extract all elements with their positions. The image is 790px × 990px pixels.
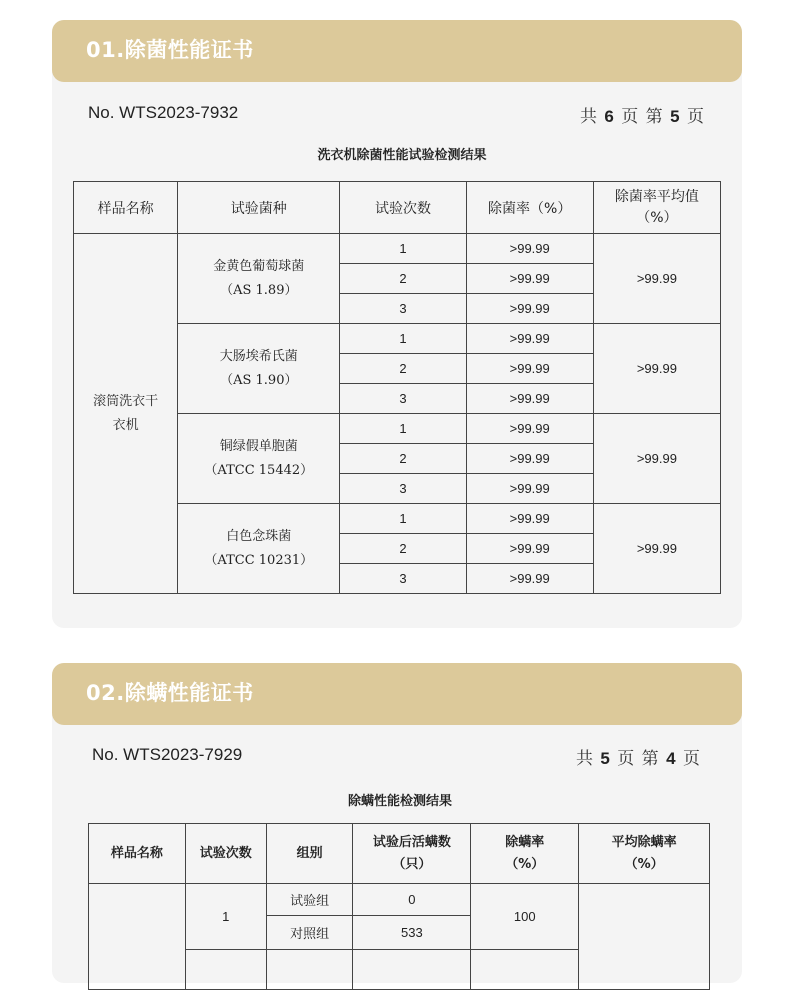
- antibacterial-results-table: [73, 181, 721, 594]
- rate-value: >99.99: [466, 504, 593, 534]
- sample-name-cell: [89, 884, 186, 990]
- header-trial-count: 试验次数: [185, 824, 266, 884]
- mite-removal-rate: [471, 950, 579, 990]
- rate-value: >99.99: [466, 414, 593, 444]
- document-number: No. WTS2023-7932: [88, 103, 239, 122]
- group-name: [266, 950, 353, 990]
- rate-value: >99.99: [466, 324, 593, 354]
- avg-rate-value: >99.99: [593, 324, 720, 414]
- table-header-row: [89, 824, 710, 884]
- table-header-row: [74, 182, 721, 234]
- section-title: 01.除菌性能证书: [86, 38, 254, 62]
- group-name: 试验组: [266, 884, 353, 916]
- header-mite-removal-rate: [471, 824, 579, 884]
- anti-mite-certificate-card: [52, 663, 742, 983]
- strain-cell: [178, 234, 340, 324]
- sample-name-cell: [74, 234, 178, 594]
- strain-code: （ATCC 15442）: [204, 462, 314, 478]
- page-mid: 页 第: [621, 107, 664, 127]
- anti-mite-results-table: [88, 823, 710, 990]
- table-row: [74, 234, 721, 264]
- trial-number: 1: [340, 504, 466, 534]
- header-live-mites: [353, 824, 471, 884]
- strain-cell: [178, 324, 340, 414]
- group-name: 对照组: [266, 916, 353, 950]
- header-sample-name: 样品名称: [74, 182, 178, 234]
- trial-number: 1: [340, 324, 466, 354]
- header-avg-rate-line2: （%）: [636, 209, 678, 226]
- header-live-mites-line2: （只）: [392, 856, 432, 872]
- header-group: 组别: [266, 824, 353, 884]
- page-mid: 页 第: [617, 749, 660, 769]
- page-indicator: [580, 102, 705, 127]
- header-rate-line2: （%）: [505, 856, 545, 872]
- antibacterial-certificate-card: [52, 20, 742, 628]
- page-current: 5: [670, 107, 681, 126]
- section-header: [52, 663, 742, 725]
- section-title: 02.除螨性能证书: [86, 681, 254, 705]
- live-mite-count: 533: [353, 916, 471, 950]
- header-avg-rate-line1: 除菌率平均值: [614, 188, 699, 205]
- header-rate-line1: 除螨率: [505, 834, 545, 850]
- rate-value: >99.99: [466, 234, 593, 264]
- rate-value: >99.99: [466, 354, 593, 384]
- strain-code: （AS 1.89）: [220, 282, 298, 298]
- header-avg-rate: [593, 182, 720, 234]
- page-total: 6: [604, 107, 615, 126]
- section-header: [52, 20, 742, 82]
- page-total: 5: [600, 749, 611, 768]
- page-prefix: 共: [576, 749, 594, 769]
- strain-name: 白色念珠菌: [226, 528, 292, 544]
- trial-number: 1: [340, 234, 466, 264]
- header-live-mites-line1: 试验后活螨数: [372, 834, 451, 850]
- header-avg-line1: 平均除螨率: [611, 834, 677, 850]
- rate-value: >99.99: [466, 384, 593, 414]
- trial-number: [185, 950, 266, 990]
- rate-value: >99.99: [466, 294, 593, 324]
- header-sample-name: 样品名称: [89, 824, 186, 884]
- avg-rate-value: >99.99: [593, 414, 720, 504]
- rate-value: >99.99: [466, 564, 593, 594]
- page-suffix: 页: [682, 749, 701, 769]
- header-rate: 除菌率（%）: [466, 182, 593, 234]
- rate-value: >99.99: [466, 474, 593, 504]
- document-heading: 除螨性能检测结果: [347, 794, 452, 809]
- strain-name: 铜绿假单胞菌: [219, 438, 298, 454]
- live-mite-count: 0: [353, 884, 471, 916]
- trial-number: 3: [340, 474, 466, 504]
- avg-rate-value: >99.99: [593, 234, 720, 324]
- rate-value: >99.99: [466, 534, 593, 564]
- strain-name: 大肠埃希氏菌: [219, 348, 298, 364]
- live-mite-count: [353, 950, 471, 990]
- header-strain: 试验菌种: [178, 182, 340, 234]
- sample-name-line1: 滚筒洗衣干: [93, 393, 159, 409]
- trial-number: 2: [340, 534, 466, 564]
- trial-number: 2: [340, 444, 466, 474]
- trial-number: 1: [340, 414, 466, 444]
- rate-value: >99.99: [466, 264, 593, 294]
- trial-number: 3: [340, 384, 466, 414]
- strain-name: 金黄色葡萄球菌: [213, 258, 305, 274]
- strain-cell: [178, 504, 340, 594]
- page-current: 4: [666, 749, 677, 768]
- document-number: No. WTS2023-7929: [92, 745, 243, 764]
- rate-value: >99.99: [466, 444, 593, 474]
- strain-cell: [178, 414, 340, 504]
- header-trial-count: 试验次数: [340, 182, 466, 234]
- document-heading: 洗衣机除菌性能试验检测结果: [317, 148, 487, 163]
- avg-rate-value: >99.99: [593, 504, 720, 594]
- strain-code: （ATCC 10231）: [204, 552, 314, 568]
- trial-number: 1: [185, 884, 266, 950]
- trial-number: 3: [340, 294, 466, 324]
- header-avg-line2: （%）: [624, 856, 664, 872]
- trial-number: 3: [340, 564, 466, 594]
- header-avg-mite-removal-rate: [579, 824, 710, 884]
- sample-name-line2: 衣机: [112, 417, 139, 433]
- trial-number: 2: [340, 264, 466, 294]
- trial-number: 2: [340, 354, 466, 384]
- strain-code: （AS 1.90）: [220, 372, 298, 388]
- table-row: [89, 884, 710, 916]
- avg-mite-removal-rate: [579, 884, 710, 990]
- page-prefix: 共: [580, 107, 598, 127]
- mite-removal-rate: 100: [471, 884, 579, 950]
- page-suffix: 页: [686, 107, 705, 127]
- page-indicator: [576, 744, 701, 769]
